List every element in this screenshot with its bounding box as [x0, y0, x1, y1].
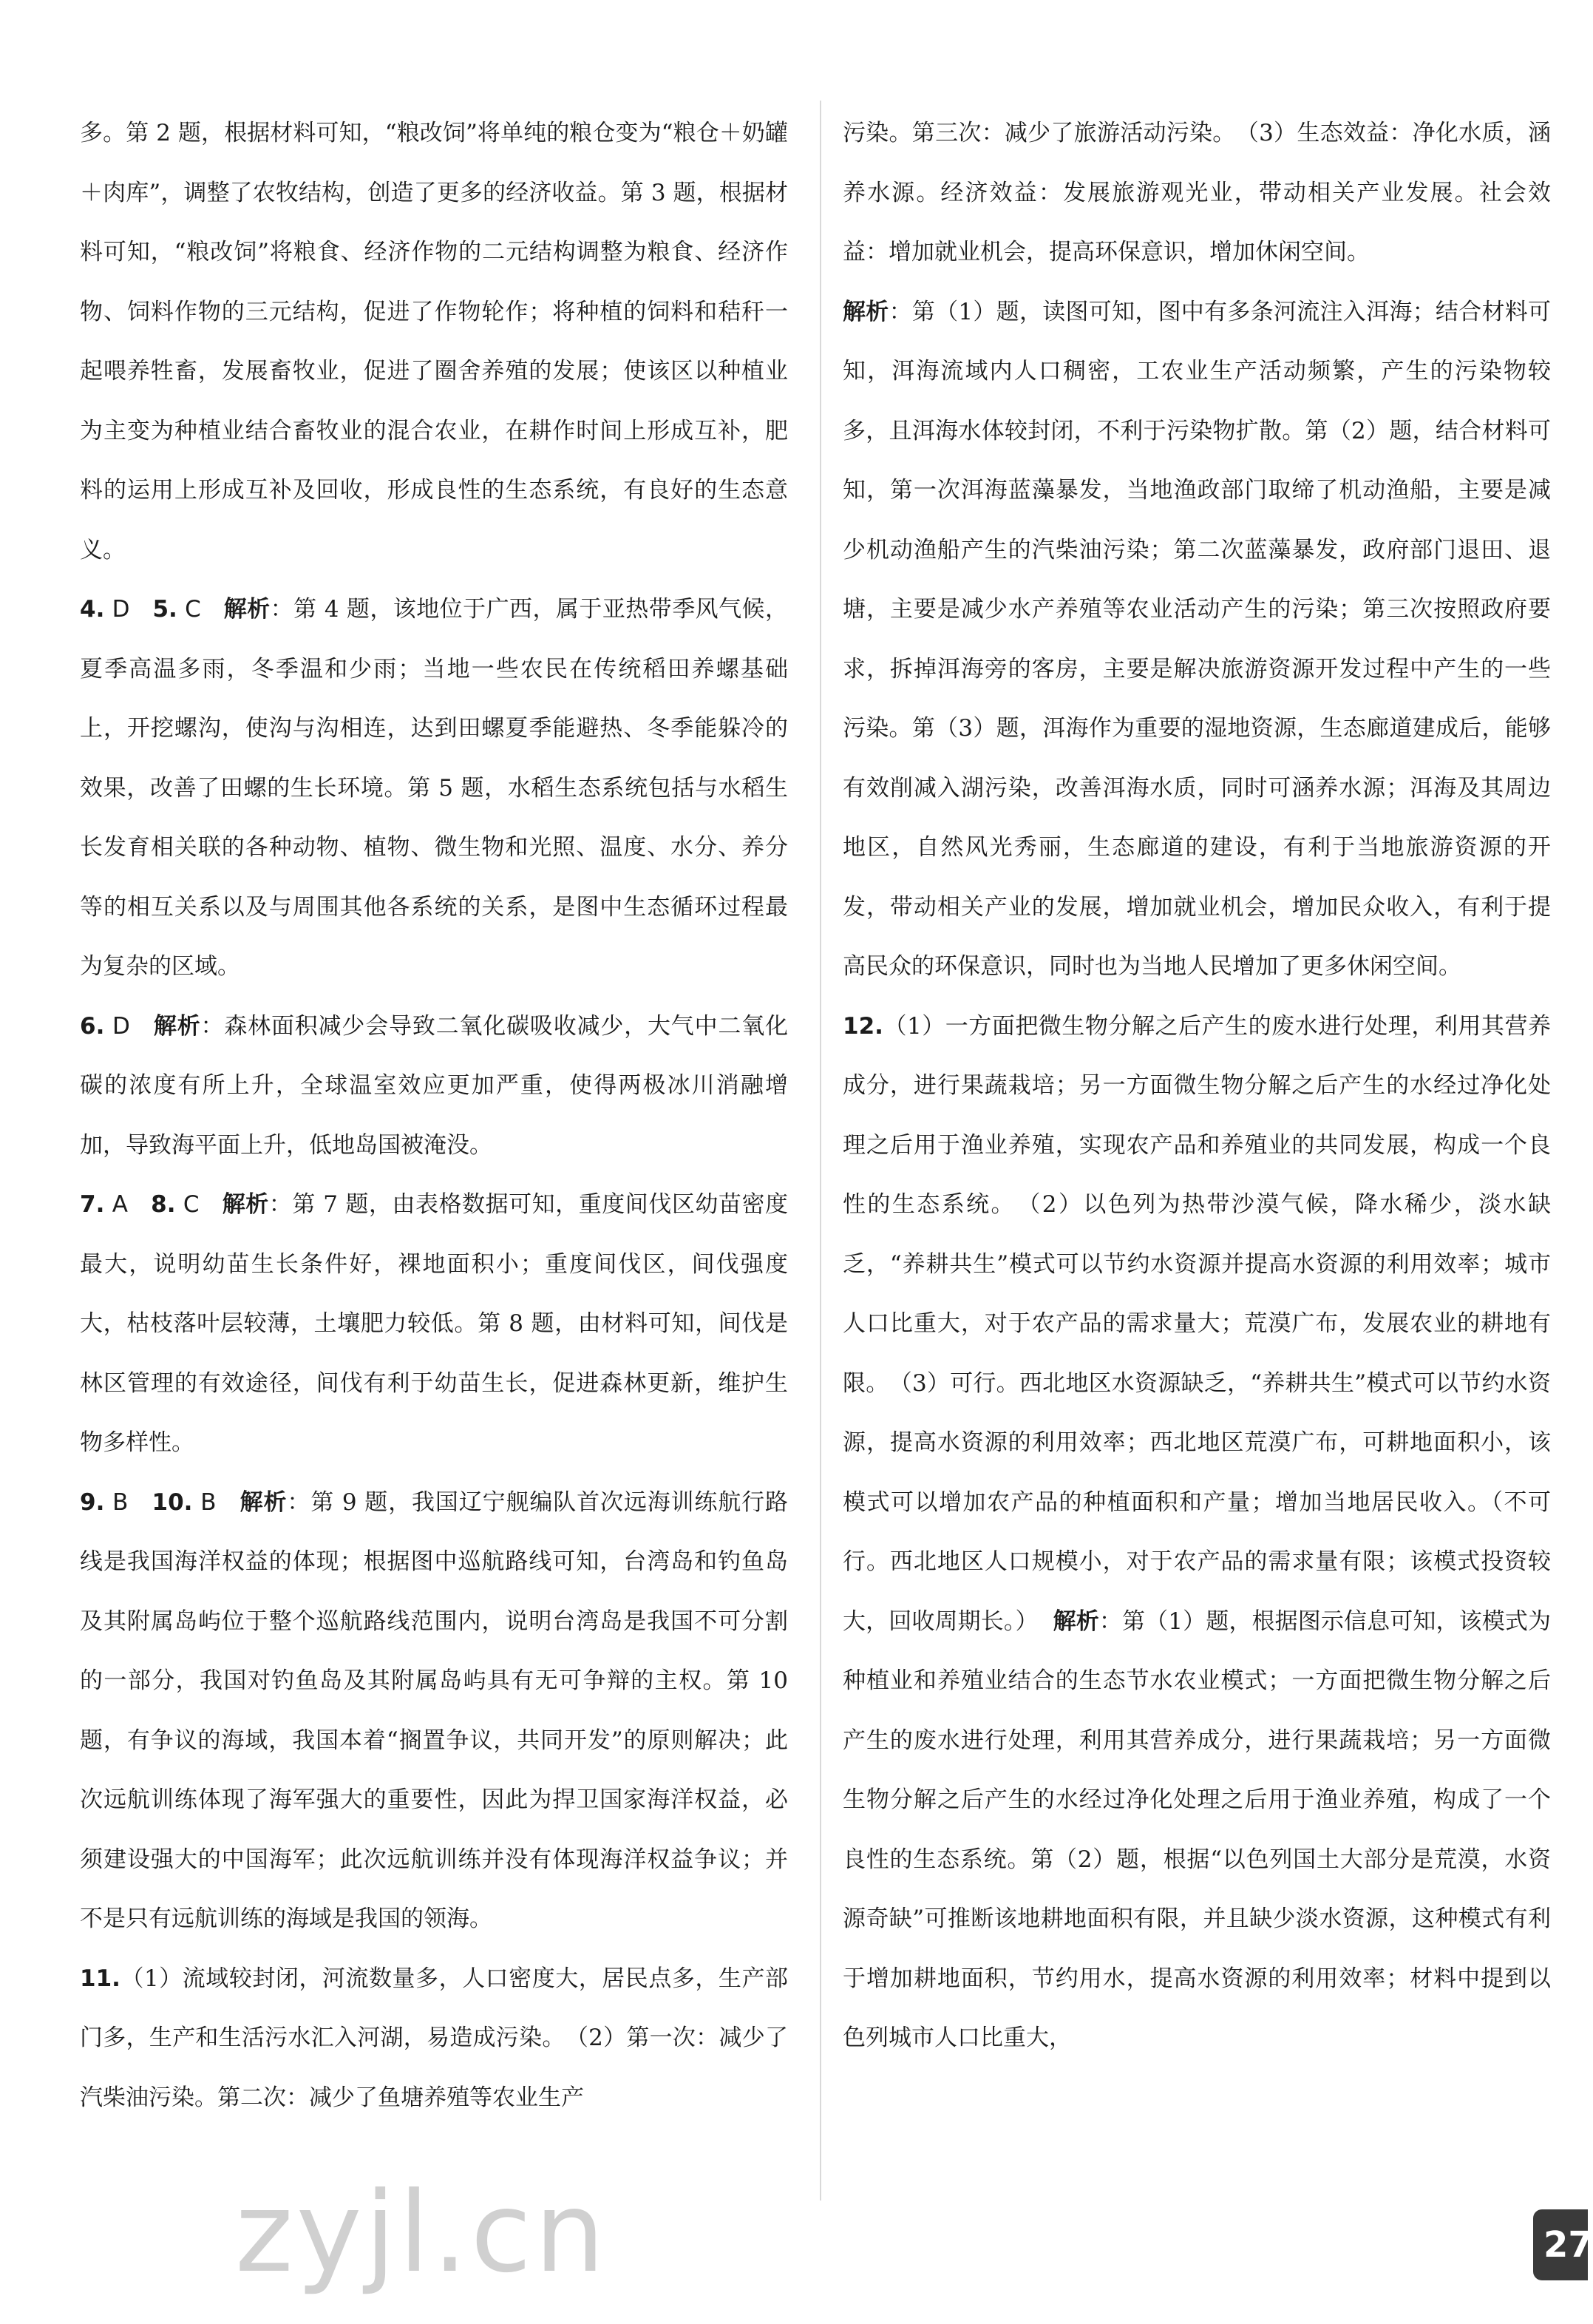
answer-7-8: 7. A 8. C 解析：第 7 题，由表格数据可知，重度间伐区幼苗密度最大，说明幼苗生长条件好，裸地面积小；重度间伐区，间伐强度大，枯枝落叶层较薄，土壤肥力较低。第 8 题，由材料可知，间伐是林区管理的有效途径，间伐有利于幼苗生长，促进森林更新，维护生物多样性。: [80, 1191, 788, 1456]
answer-11-cont: 污染。第三次：减少了旅游活动污染。 （3）生态效益：净化水质，涵养水源。经济效益：发展旅游观光业，带动相关产业发展。社会效益：增加就业机会，提高环保意识，增加休闲空间。: [843, 120, 1551, 265]
paragraph-cont: 多。第 2 题，根据材料可知，“粮改饲”将单纯的粮仓变为“粮仓＋奶罐＋肉库”，调整了农牧结构，创造了更多的经济收益。第 3 题，根据材料可知，“粮改饲”将粮食、经济作物的二元结构调整为粮食、经济作物、饲料作物的三元结构，促进了作物轮作；将种植的饲料和秸秆一起喂养牲畜，发展畜牧业，促进了圈舍养殖的发展；使该区以种植业为主变为种植业结合畜牧业的混合农业，在耕作时间上形成互补，肥料的运用上形成互补及回收，形成良性的生态系统，有良好的生态意义。: [80, 120, 788, 563]
answer-12: 12.（1）一方面把微生物分解之后产生的废水进行处理，利用其营养成分，进行果蔬栽培；另一方面微生物分解之后产生的水经过净化处理之后用于渔业养殖，实现农产品和养殖业的共同发展，构成一个良性的生态系统。 （2）以色列为热带沙漠气候，降水稀少，淡水缺乏，“养耕共生”模式可以节约水资源并提高水资源的利用效率；城市人口比重大，对于农产品的需求量大；荒漠广布，发展农业的耕地有限。 （3）可行。西北地区水资源缺乏，“养耕共生”模式可以节约水资源，提高水资源的利用效率；西北地区荒漠广布，可耕地面积小，该模式可以增加农产品的种植面积和产量；增加当地居民收入。（不可行。西北地区人口规模小，对于农产品的需求量有限；该模式投资较大，回收周期长。） 解析：第（1）题，根据图示信息可知，该模式为种植业和养殖业结合的生态节水农业模式；一方面把微生物分解之后产生的废水进行处理，利用其营养成分，进行果蔬栽培；另一方面微生物分解之后产生的水经过净化处理之后用于渔业养殖，构成了一个良性的生态系统。第（2）题，根据“以色列国土大部分是荒漠，水资源奇缺”可推断该地耕地面积有限，并且缺少淡水资源，这种模式有利于增加耕地面积，节约用水，提高水资源的利用效率；材料中提到以色列城市人口比重大，: [843, 1012, 1551, 2051]
answer-9-10: 9. B 10. B 解析：第 9 题，我国辽宁舰编队首次远海训练航行路线是我国海洋权益的体现；根据图中巡航路线可知，台湾岛和钓鱼岛及其附属岛屿位于整个巡航路线范围内，说明台湾岛是我国不可分割的一部分，我国对钓鱼岛及其附属岛屿具有无可争辩的主权。第 10 题，有争议的海域，我国本着“搁置争议，共同开发”的原则解决；此次远航训练体现了海军强大的重要性，因此为捍卫国家海洋权益，必须建设强大的中国海军；此次远航训练并没有体现海洋权益争议；并不是只有远航训练的海域是我国的领海。: [80, 1488, 789, 1932]
watermark: zyjl.cn: [235, 2169, 608, 2297]
page-number: 27: [1533, 2209, 1588, 2280]
left-column: [80, 104, 788, 2127]
answer-4-5: 4. D 5. C 解析：第 4 题，该地位于广西，属于亚热带季风气候，夏季高温多雨，冬季温和少雨；当地一些农民在传统稻田养螺基础上，开挖螺沟，使沟与沟相连，达到田螺夏季能避热、冬季能躲冷的效果，改善了田螺的生长环境。第 5 题，水稻生态系统包括与水稻生长发育相关联的各种动物、植物、微生物和光照、温度、水分、养分等的相互关系以及与周围其他各系统的关系，是图中生态循环过程最为复杂的区域。: [80, 596, 789, 980]
column-divider: [820, 101, 821, 2201]
answer-6: 6. D 解析：森林面积减少会导致二氧化碳吸收减少，大气中二氧化碳的浓度有所上升，全球温室效应更加严重，使得两极冰川消融增加，导致海平面上升，低地岛国被淹没。: [80, 1012, 789, 1159]
answer-11: 11.（1）流域较封闭，河流数量多，人口密度大，居民点多，生产部门多，生产和生活污水汇入河湖，易造成污染。 （2）第一次：减少了汽柴油污染。第二次：减少了鱼塘养殖等农业生产: [80, 1965, 788, 2111]
answer-11-analysis: 解析：第（1）题，读图可知，图中有多条河流注入洱海；结合材料可知，洱海流域内人口稠密，工农业生产活动频繁，产生的污染物较多，且洱海水体较封闭，不利于污染物扩散。第（2）题，结合材料可知，第一次洱海蓝藻暴发，当地渔政部门取缔了机动渔船，主要是减少机动渔船产生的汽柴油污染；第二次蓝藻暴发，政府部门退田、退塘，主要是减少水产养殖等农业活动产生的污染；第三次按照政府要求，拆掉洱海旁的客房，主要是解决旅游资源开发过程中产生的一些污染。第（3）题，洱海作为重要的湿地资源，生态廊道建成后，能够有效削减入湖污染，改善洱海水质，同时可涵养水源；洱海及其周边地区，自然风光秀丽，生态廊道的建设，有利于当地旅游资源的开发，带动相关产业的发展，增加就业机会，增加民众收入，有利于提高民众的环保意识，同时也为当地人民增加了更多休闲空间。: [843, 298, 1551, 980]
right-column: [843, 104, 1551, 2068]
